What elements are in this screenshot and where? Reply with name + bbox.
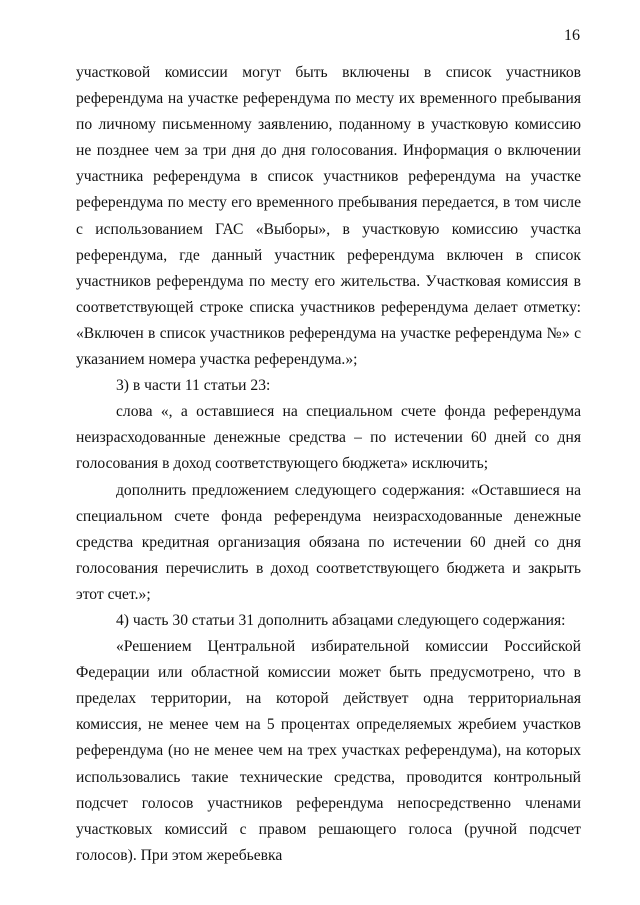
paragraph-sentence-addition: дополнить предложением следующего содержания: «Оставшиеся на специальном счете фонда референдума неизрасходованные денежные средства кредитная организация обязана по истечении 60 дней со дня голосования перечислить в доход соответствующего бюджета и закрыть этот счет.»; xyxy=(76,481,581,603)
paragraph-words-removal: слова «, а оставшиеся на специальном счете фонда референдума неизрасходованные денежные средства – по истечении 60 дней со дня голосования в доход соответствующего бюджета» исключить; xyxy=(76,403,581,473)
page-number: 16 xyxy=(564,27,580,44)
paragraph-continuation: участковой комиссии могут быть включены в список участников референдума на участке референдума по месту их временного пребывания по личному письменному заявлению, поданному в участковую комиссию не позднее чем за три дня до дня голосования. Информация о включении участника референдума в список участников референдума на участке референдума по месту его временного пребывания передается, в том числе с использованием ГАС «Выборы», в участковую комиссию участка референдума, где данный участник референдума включен в список участников референдума по месту его жительства. Участковая комиссия в соответствующей строке списка участников референдума делает отметку: «Включен в список участников референдума на участке референдума №» с указанием номера участка референдума.»; xyxy=(76,64,581,369)
paragraph-quoted-decision: «Решением Центральной избирательной комиссии Российской Федерации или областной комиссии может быть предусмотрено, что в пределах территории, на которой действует одна территориальная комиссия, не менее чем на 5 процентах определяемых жребием участков референдума (но не менее чем на трех участках референдума), на которых использовались такие технические средства, проводится контрольный подсчет голосов участников референдума непосредственно членами участковых комиссий с правом решающего голоса (ручной подсчет голосов). При этом жеребьевка xyxy=(76,638,581,864)
paragraph-item-3: 3) в части 11 статьи 23: xyxy=(116,377,271,395)
paragraph-item-4: 4) часть 30 статьи 31 дополнить абзацами следующего содержания: xyxy=(116,611,566,629)
body-text xyxy=(76,60,581,869)
